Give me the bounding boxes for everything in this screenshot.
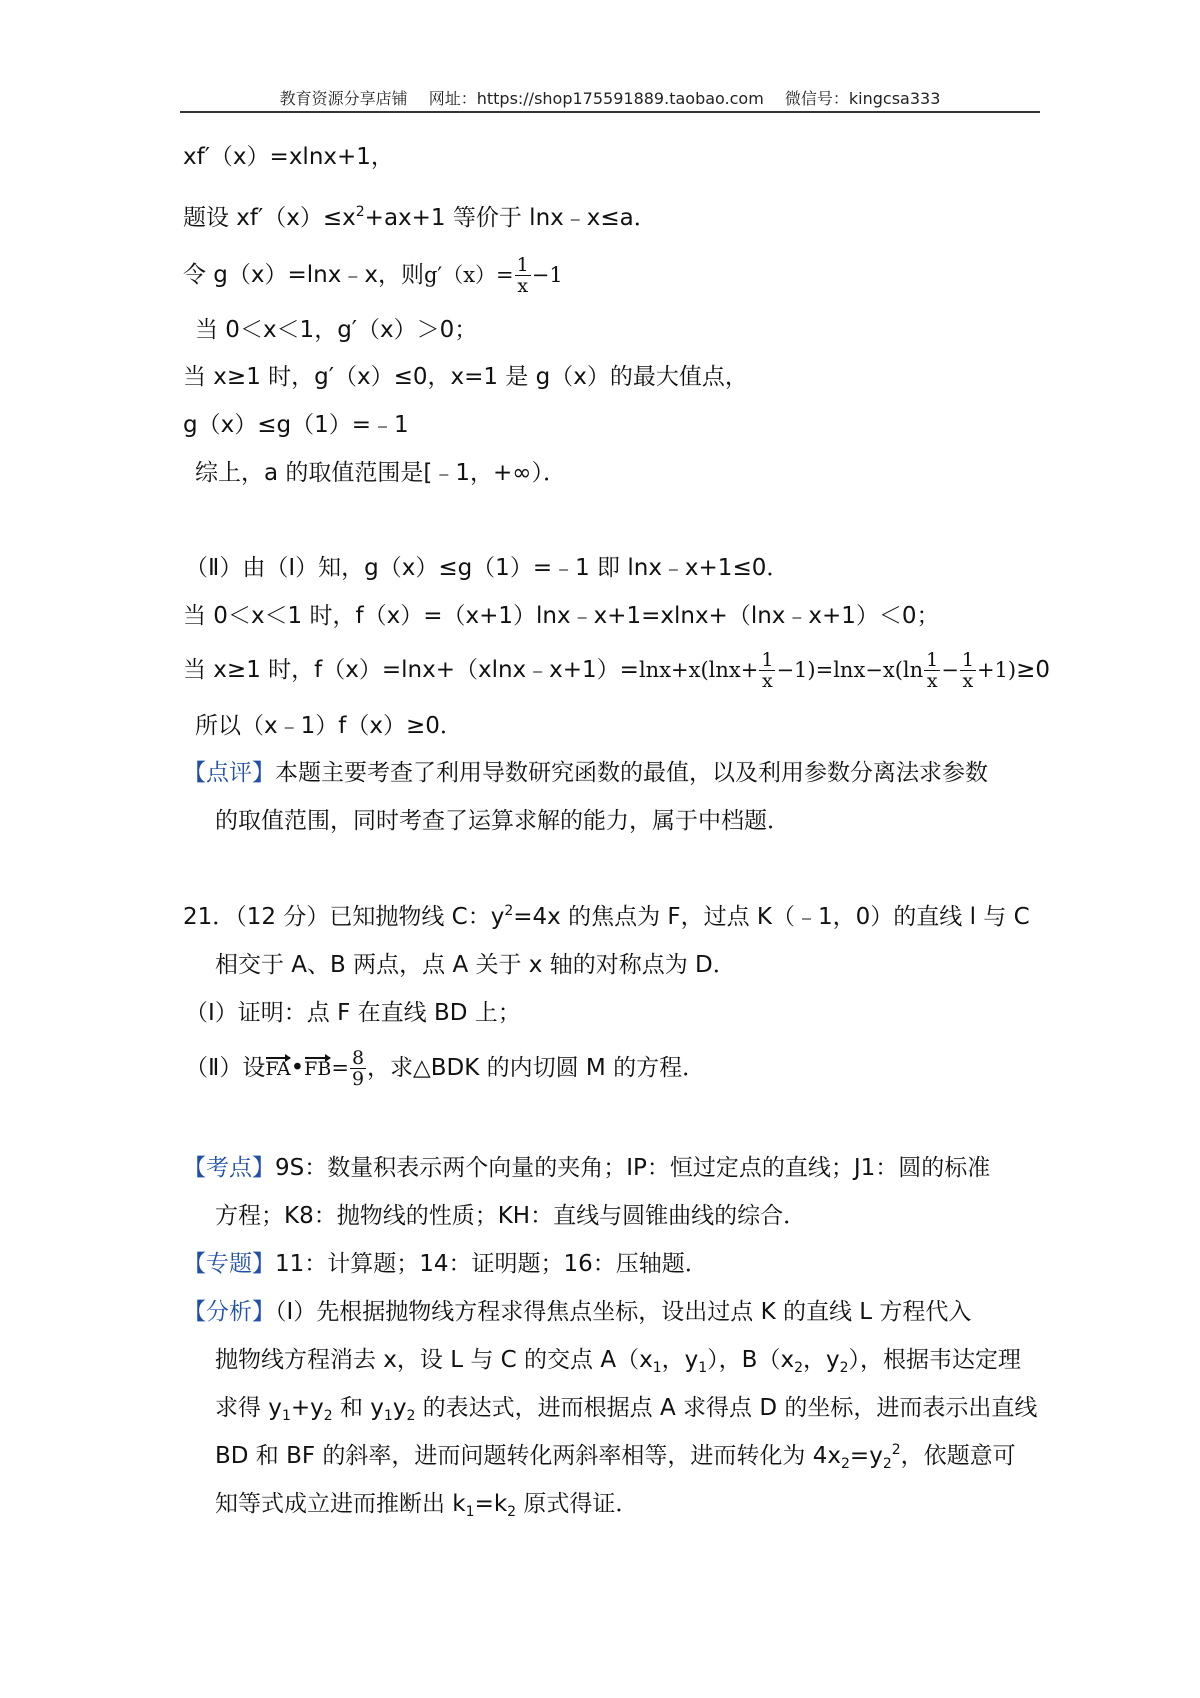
header-wechat: 微信号：kingcsa333 <box>784 89 941 108</box>
text-line: 令 g（x）=lnx﹣x，则g′（x）= $\frac{1}{x}$ −1 <box>183 254 563 297</box>
fraction: $\frac{1}{x}$ <box>516 254 529 297</box>
text-line: 题设 $xf'(x)\le x^2+ax+1$ 等价于 lnx﹣x≤a． <box>183 204 657 231</box>
zhuanti-paragraph: 【专题】11：计算题；14：证明题；16：压轴题． <box>183 1251 708 1277</box>
vector-fb: FB <box>304 1054 331 1084</box>
header-rule <box>180 111 1040 113</box>
comment-tag: 【点评】 <box>183 760 275 786</box>
text-line: 当 x≥1 时，g′（x）≤0，x=1 是 g（x）的最大值点， <box>183 364 748 390</box>
text-line: （Ⅱ）设FA•FB= $\frac{8}{9}$ ，求△BDK 的内切圆 M 的方程． <box>185 1047 706 1090</box>
header-url: 网址：https://shop175591889.taobao.com <box>428 89 764 108</box>
fraction: $\frac{1}{x}$ <box>926 649 939 692</box>
text-line: 知等式成立进而推断出 $k_1=k_2$ 原式得证． <box>215 1491 639 1520</box>
fenxi-tag: 【分析】 <box>183 1299 275 1325</box>
text-line: BD 和 BF 的斜率，进而问题转化两斜率相等，进而转化为 $4x_2=y_2^2$，依题意可 <box>215 1442 1016 1472</box>
text-line: 当 x≥1 时，f（x）=lnx+（xlnx﹣x+1）=lnx+x(lnx+ $\frac{1}{x}$ −1)=lnx−x(ln $\frac{1}{x}$ − $\frac{1}{x}$ +1)≥0 <box>183 649 1051 692</box>
kaodian-tag: 【考点】 <box>183 1155 275 1181</box>
fraction: $\frac{1}{x}$ <box>761 649 774 692</box>
text-line: 当 0＜x＜1，g′（x）＞0； <box>195 317 478 343</box>
header-shop: 教育资源分享店铺 <box>279 89 408 108</box>
text-line: 方程；K8：抛物线的性质；KH：直线与圆锥曲线的综合． <box>215 1203 807 1229</box>
vector-fa: FA <box>265 1054 290 1084</box>
text-line: （Ⅰ）证明：点 F 在直线 BD 上； <box>185 1000 521 1026</box>
fraction: $\frac{1}{x}$ <box>961 649 974 692</box>
question-21: 21．（12 分）已知抛物线 C：$y^2=4x$ 的焦点为 F，过点 K（﹣1，0）的直线 l 与 C <box>183 903 1030 930</box>
text-line: 相交于 A、B 两点，点 A 关于 x 轴的对称点为 D． <box>215 952 736 978</box>
text-line: 当 0＜x＜1 时，f（x）=（x+1）lnx﹣x+1=xlnx+（lnx﹣x+1）＜0； <box>183 603 940 629</box>
text-line: 的取值范围，同时考查了运算求解的能力，属于中档题． <box>215 808 790 834</box>
comment-paragraph: 【点评】本题主要考查了利用导数研究函数的最值，以及利用参数分离法求参数 <box>183 760 988 786</box>
page-header <box>180 86 1040 112</box>
fenxi-paragraph: 【分析】（Ⅰ）先根据抛物线方程求得焦点坐标，设出过点 K 的直线 L 方程代入 <box>183 1299 972 1325</box>
fraction: $\frac{8}{9}$ <box>351 1047 365 1090</box>
text-line: xf′（x）=xlnx+1， <box>183 144 394 170</box>
text-line: （Ⅱ）由（Ⅰ）知，g（x）≤g（1）=﹣1 即 lnx﹣x+1≤0． <box>185 555 790 581</box>
text-line: g（x）≤g（1）=﹣1 <box>183 412 409 438</box>
text-line: 所以（x﹣1）f（x）≥0． <box>195 713 463 739</box>
zhuanti-tag: 【专题】 <box>183 1251 275 1277</box>
text-line: 求得 $y_1+y_2$ 和 $y_1y_2$ 的表达式，进而根据点 A 求得点 D 的坐标，进而表示出直线 <box>215 1395 1038 1424</box>
kaodian-paragraph: 【考点】9S：数量积表示两个向量的夹角；IP：恒过定点的直线；J1：圆的标准 <box>183 1155 991 1181</box>
text-line: 抛物线方程消去 x，设 L 与 C 的交点 $A(x_1$，$y_1$），$B(x_2$，$y_2$），根据韦达定理 <box>215 1347 1022 1376</box>
text-line: 综上，a 的取值范围是[﹣1，+∞）． <box>195 460 566 486</box>
